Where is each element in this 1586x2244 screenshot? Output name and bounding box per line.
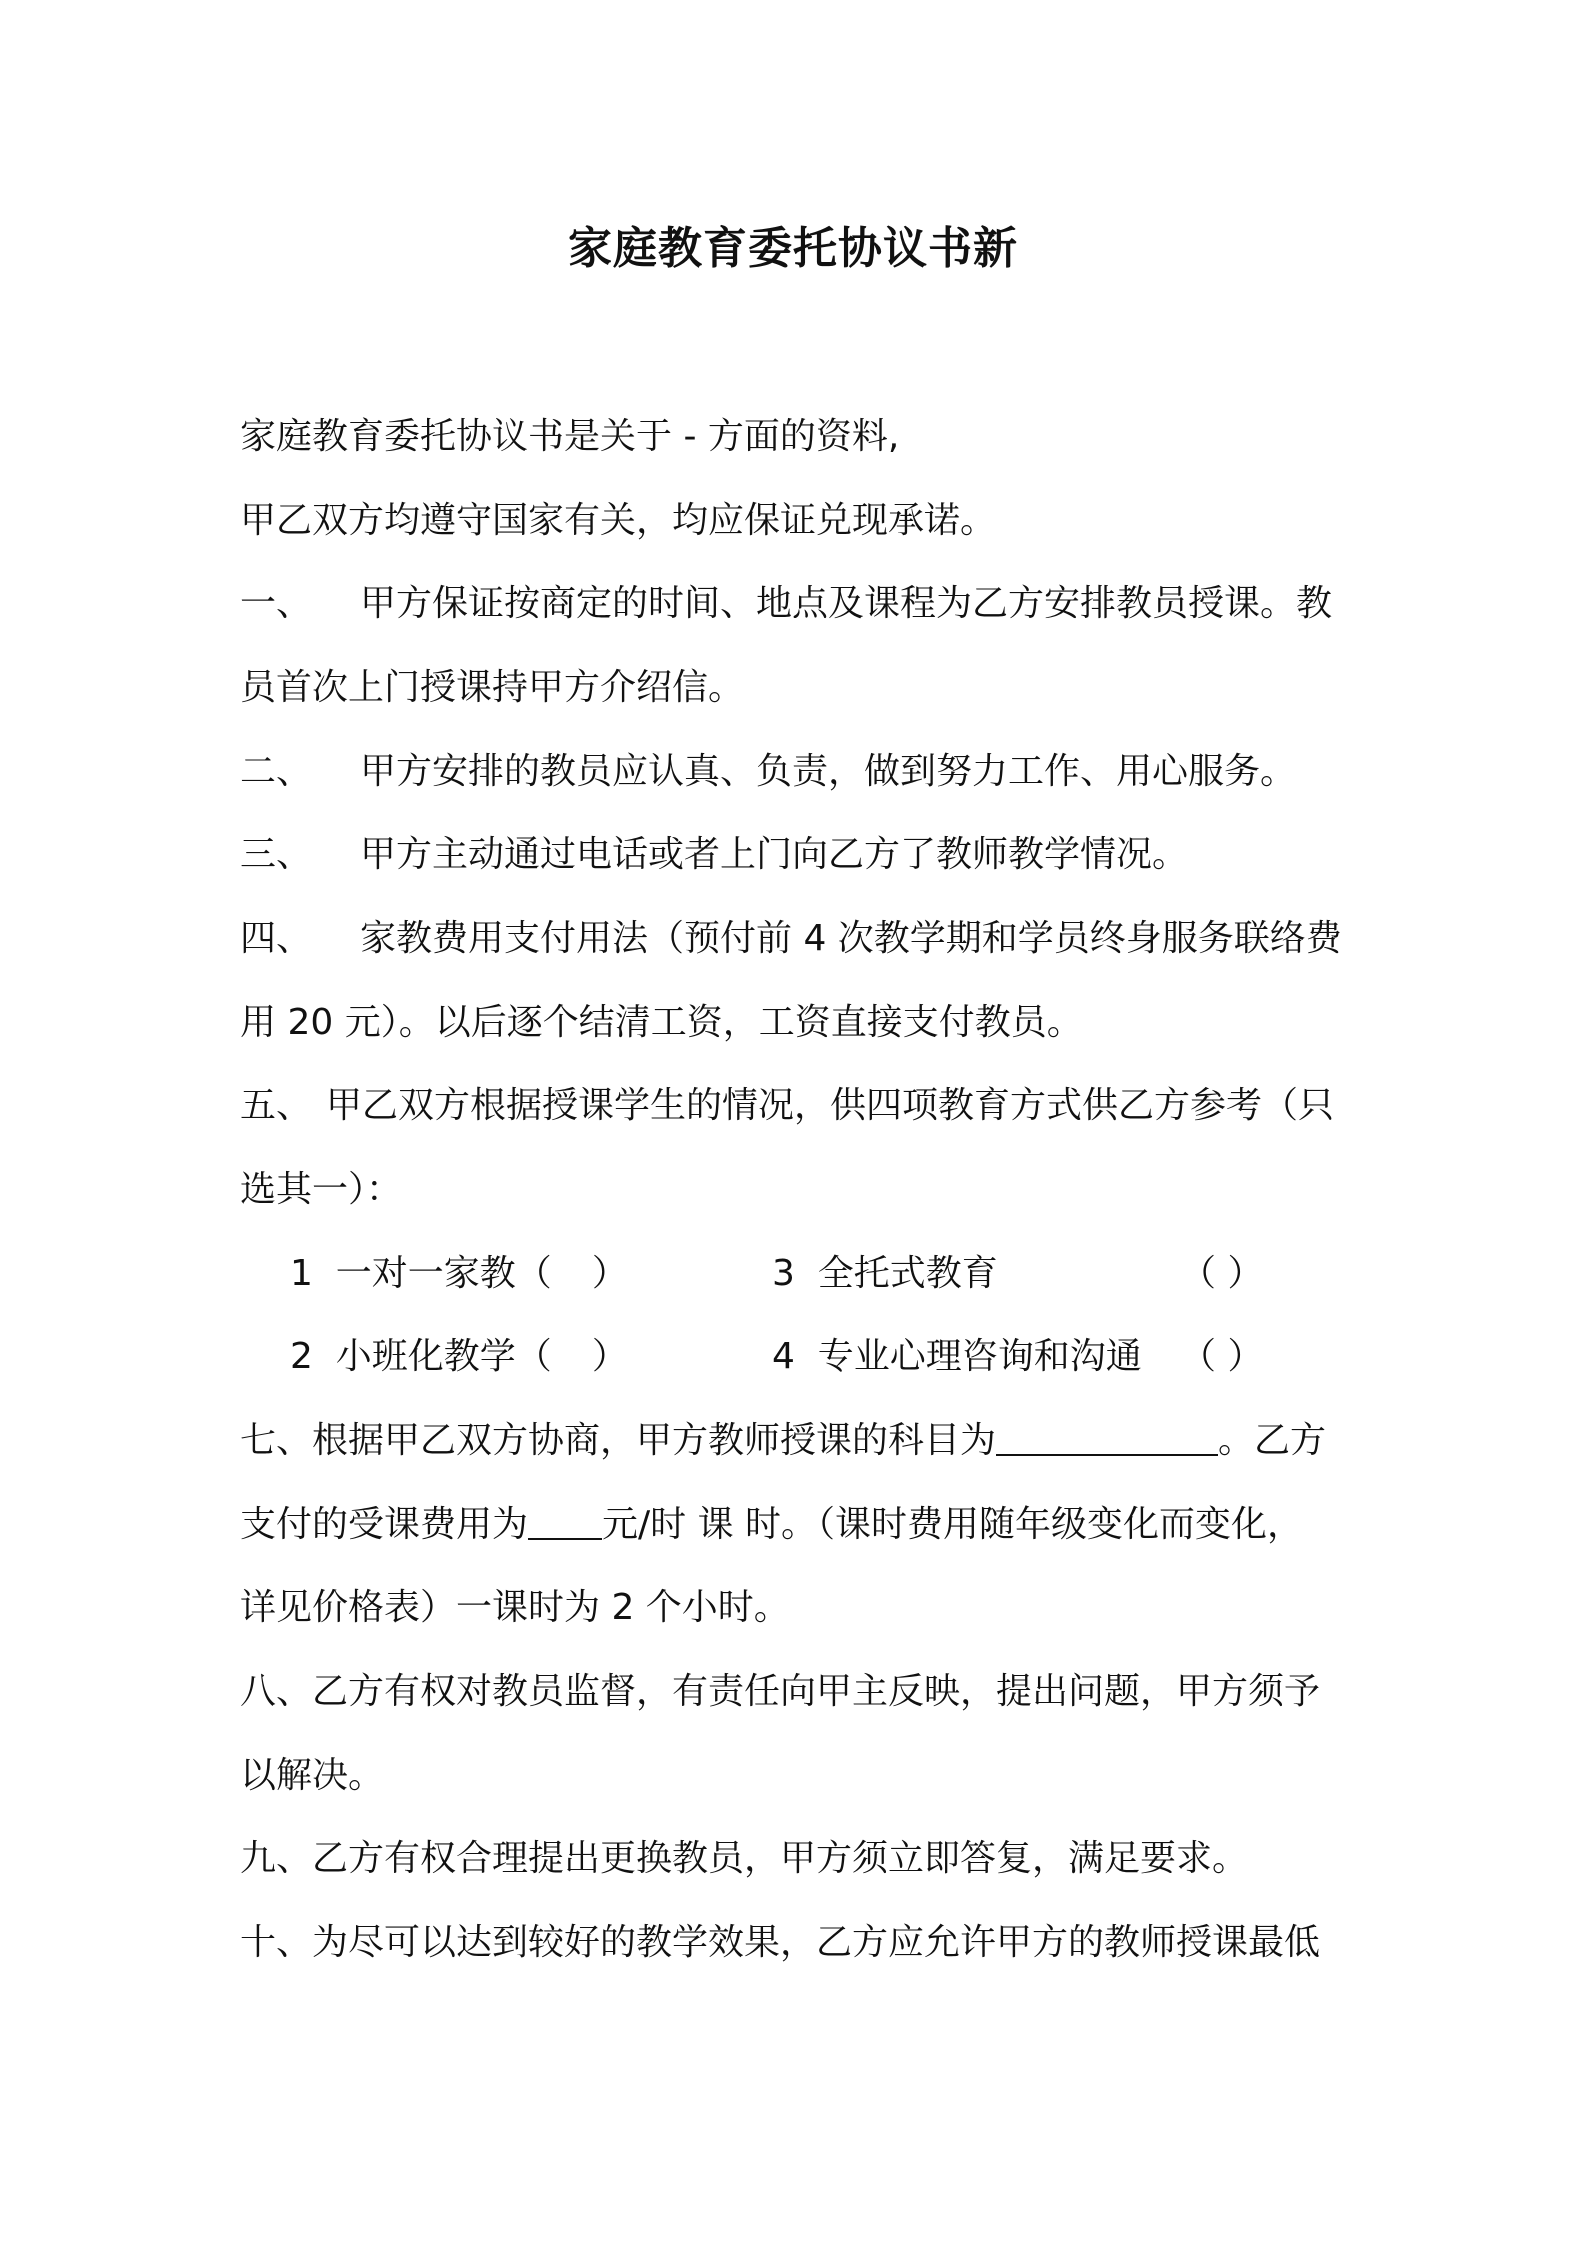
clause-5-prefix: 五、 [240,1085,313,1126]
clause-1-line-2: 员首次上门授课持甲方介绍信。 [240,667,745,708]
clause-7-text-b-pre: 支付的受课费用为 [240,1504,529,1545]
clause-8-line-1: 八、乙方有权对教员监督，有责任向甲主反映，提出问题，甲方须予 [240,1671,1321,1712]
option-2-label: 小班化教学（ [335,1336,552,1377]
option-2-close: ） [591,1336,628,1377]
option-4-label: 专业心理咨询和沟通 [817,1336,1142,1377]
clause-5-line-2: 选其一）： [240,1169,403,1210]
clause-1-text-a: 甲方保证按商定的时间、地点及课程为乙方安排教员授课。教 [360,583,1333,624]
option-3-num: 3 [772,1253,795,1294]
option-2-num: 2 [290,1336,313,1377]
clause-10-line: 十、为尽可以达到较好的教学效果，乙方应允许甲方的教师授课最低 [240,1922,1321,1963]
clause-7-text-a-post: 。乙方 [1218,1420,1327,1461]
option-1-close: ） [591,1253,628,1294]
option-1 [290,1250,628,1298]
intro-line-2: 甲乙双方均遵守国家有关，均应保证兑现承诺。 [240,500,997,541]
clause-2-prefix: 二、 [240,751,313,792]
clause-7-line-1 [240,1417,1356,1465]
clause-9-line: 九、乙方有权合理提出更换教员，甲方须立即答复，满足要求。 [240,1838,1249,1879]
clause-5-line-1 [240,1082,1356,1130]
clause-4-line-2: 用 20 元）。以后逐个结清工资，工资直接支付教员。 [240,1002,1083,1043]
option-1-label: 一对一家教（ [335,1253,552,1294]
option-2 [290,1333,628,1381]
option-4-num: 4 [772,1336,795,1377]
clause-3-line [240,831,1356,879]
option-1-num: 1 [290,1253,313,1294]
clause-3-prefix: 三、 [240,834,313,875]
clause-7-text-b-post: 元/时 课 时。（课时费用随年级变化而变化， [602,1504,1304,1545]
clause-8-line-2: 以解决。 [240,1755,385,1796]
fee-blank[interactable] [528,1502,602,1540]
document-title: 家庭教育委托协议书新 [568,223,1018,274]
clause-7-line-2 [240,1501,1356,1549]
subject-blank[interactable] [996,1418,1218,1456]
intro-line-1: 家庭教育委托协议书是关于 - 方面的资料, [240,416,900,457]
clause-1-line-1 [240,580,1356,628]
clause-4-prefix: 四、 [240,918,313,959]
clause-7-line-3: 详见价格表）一课时为 2 个小时。 [240,1587,790,1628]
clause-7-text-a-pre: 七、根据甲乙双方协商，甲方教师授课的科目为 [240,1420,997,1461]
clause-4-text-a: 家教费用支付用法（预付前 4 次教学期和学员终身服务联络费 [360,918,1342,959]
option-4-paren: （ ） [1180,1336,1264,1377]
option-3-label: 全托式教育 [817,1253,998,1294]
option-3-paren: （ ） [1180,1253,1264,1294]
clause-5-text-a: 甲乙双方根据授课学生的情况，供四项教育方式供乙方参考（只 [326,1085,1335,1126]
clause-2-line [240,748,1356,796]
clause-4-line-1 [240,915,1356,963]
option-4 [772,1333,1142,1381]
option-3 [772,1250,998,1298]
clause-2-text: 甲方安排的教员应认真、负责，做到努力工作、用心服务。 [360,751,1297,792]
clause-3-text: 甲方主动通过电话或者上门向乙方了教师教学情况。 [360,834,1189,875]
clause-1-prefix: 一、 [240,583,313,624]
